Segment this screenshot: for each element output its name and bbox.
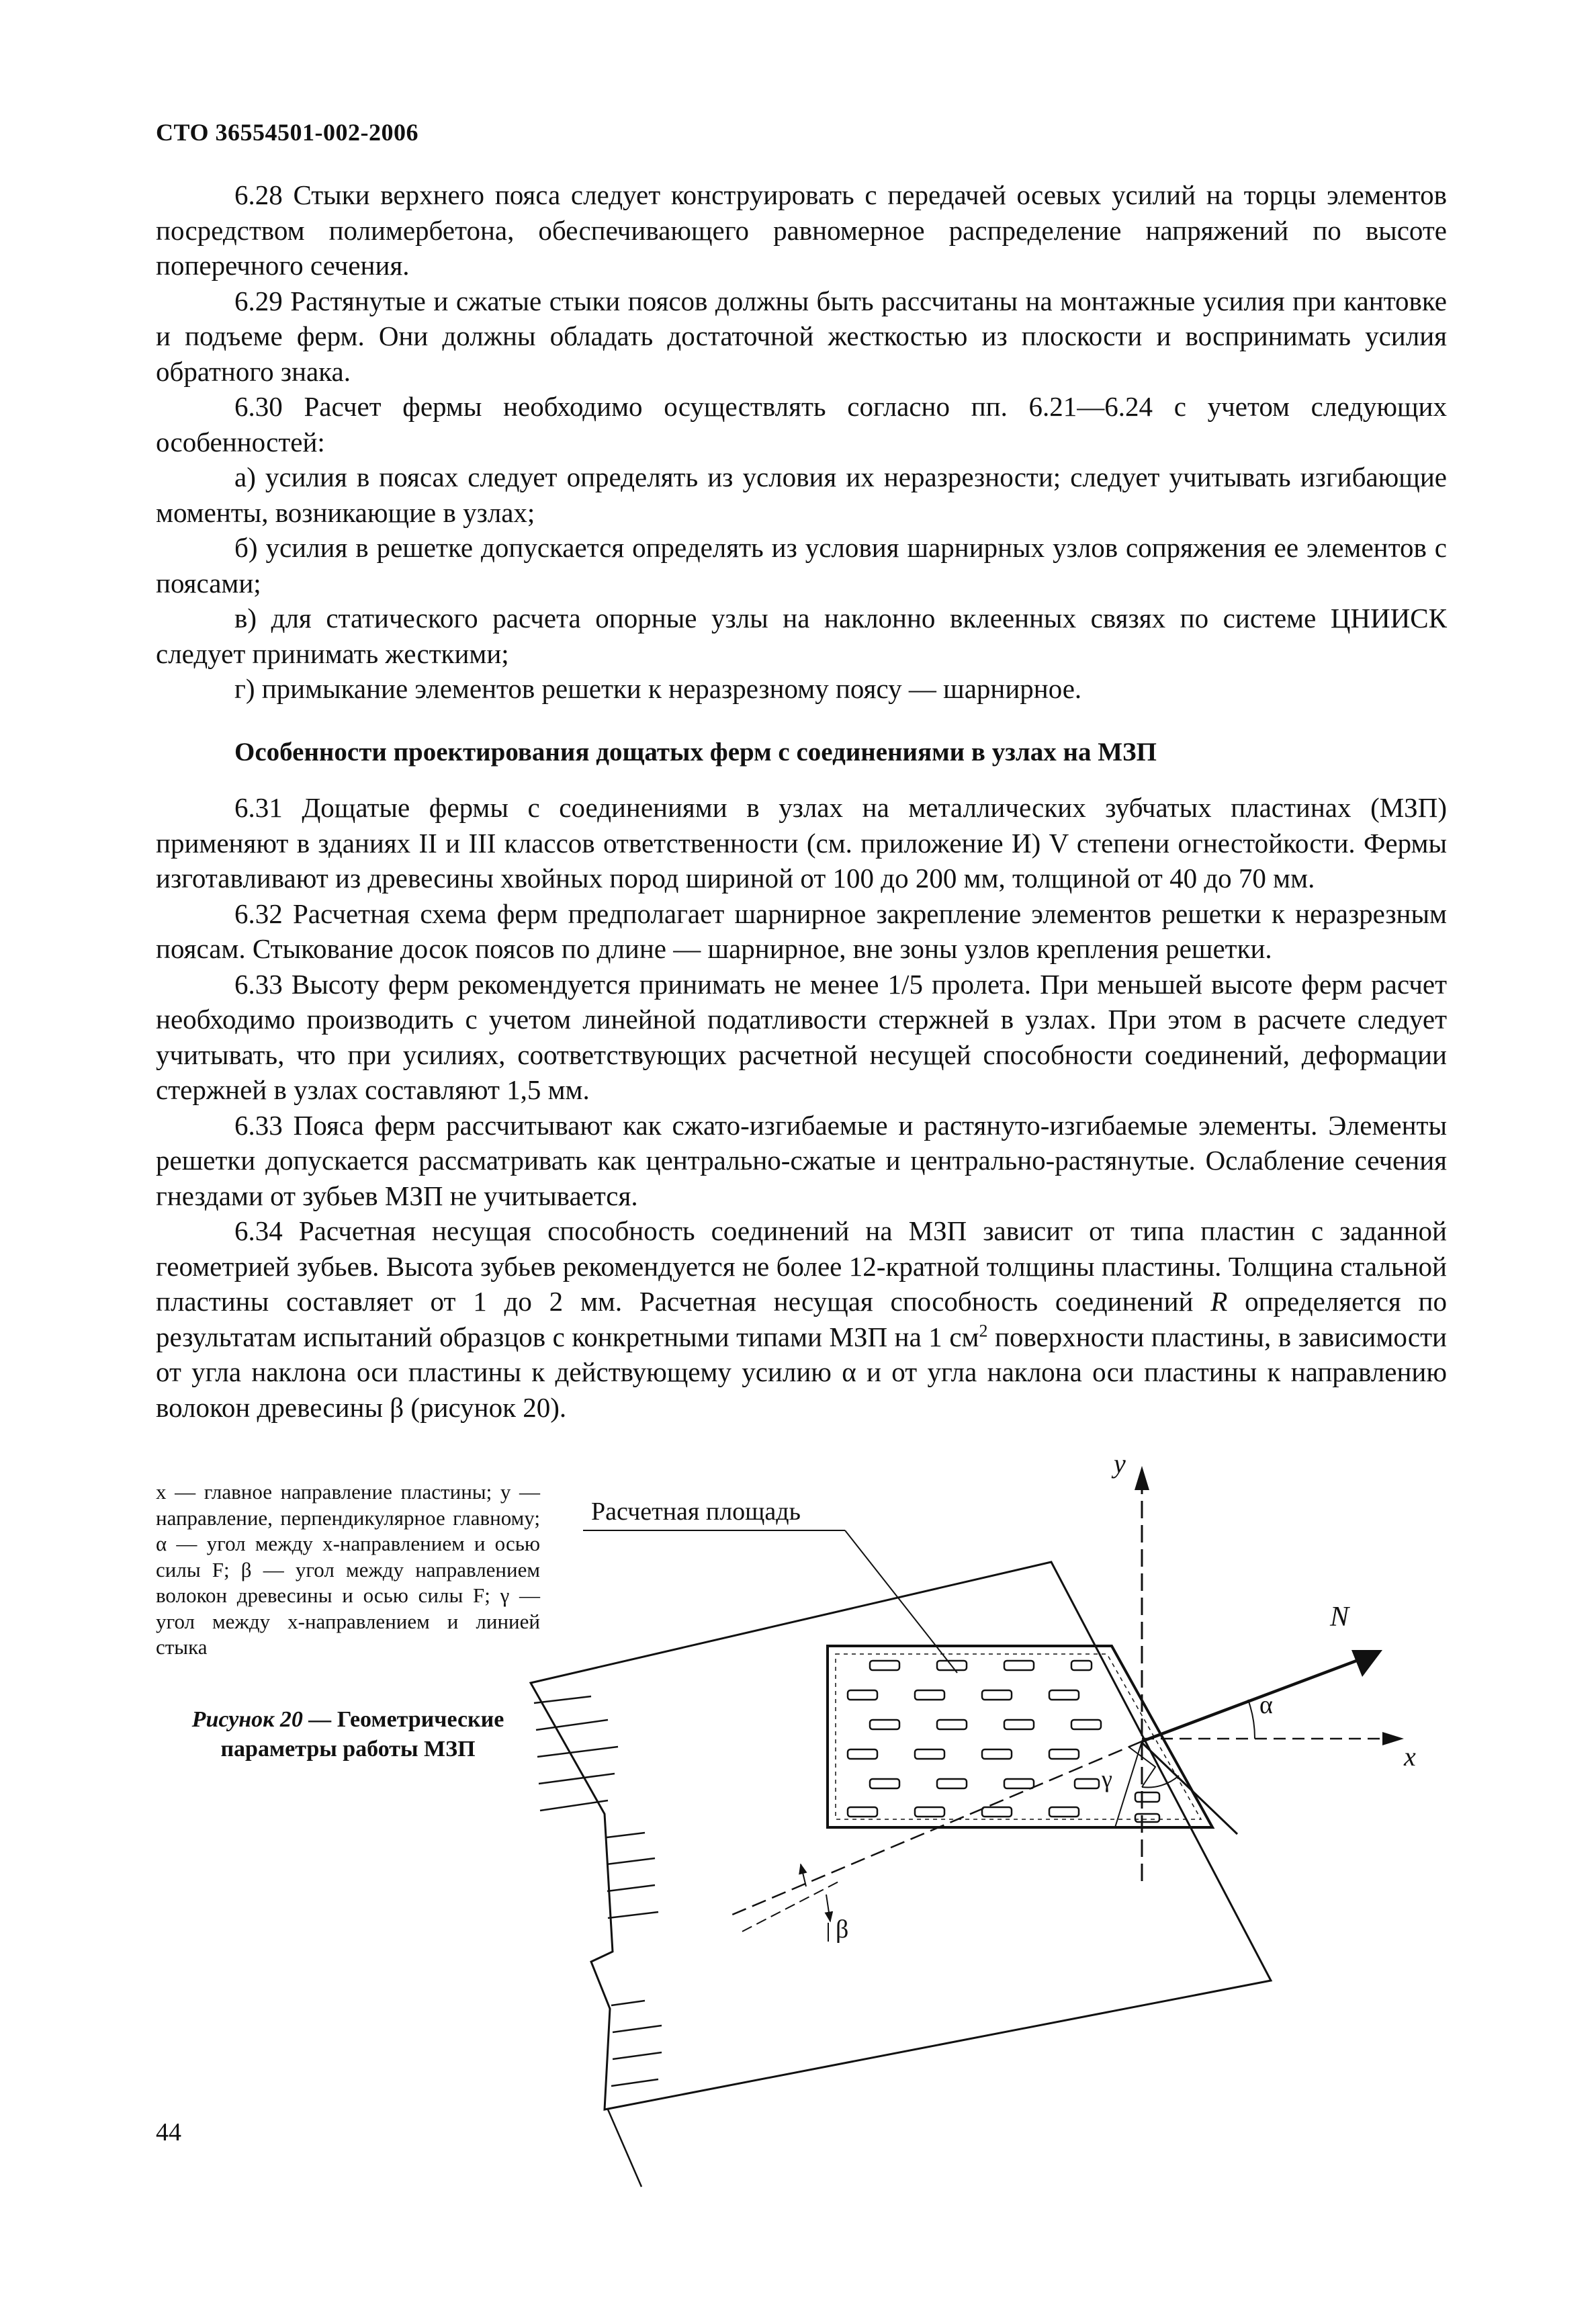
list-item-a: а) усилия в поясах следует определять из условия их неразрезности; следует учитывать изгибающие моменты, возникающие в узлах; [156, 462, 1447, 528]
joint-line [1141, 1741, 1237, 1834]
list-item-b: б) усилия в решетке допускается определять из условия шарнирных узлов сопряжения ее элементов с поясами; [156, 532, 1447, 599]
figure-caption-text: Геометрические параметры работы МЗП [220, 1707, 504, 1762]
figure-caption-lead: Рисунок 20 — [191, 1707, 332, 1732]
section-title: Особенности проектирования дощатых ферм с соединениями в узлах на МЗП [234, 737, 1157, 767]
area-label-leader [845, 1530, 957, 1673]
x-axis-arrowhead [1382, 1732, 1404, 1745]
board-outline [531, 1562, 1271, 2110]
paragraph-6-32: 6.32 Расчетная схема ферм предполагает шарнирное закрепление элементов решетки к неразрезным поясам. Стыкование досок поясов по длине — шарнирное, вне зоны узлов крепления решетки. [156, 898, 1447, 964]
p634-part2: определяется по результатам испытаний образцов с конкретными типами МЗП на 1 см [156, 1286, 1447, 1352]
beta-label: β [836, 1915, 849, 1944]
p634-symbol-r: R [1210, 1286, 1228, 1317]
gamma-arc [1142, 1776, 1179, 1788]
p634-part3: поверхности пластины, в зависимости от угла наклона оси пластины к действующему усилию α и от угла наклона оси пластины к направлению волокон древесины β (рисунок 20). [156, 1321, 1447, 1423]
paragraph-6-29: 6.29 Растянутые и сжатые стыки поясов должны быть рассчитаны на монтажные усилия при кантовке и подъеме ферм. Они должны обладать достаточной жесткостью из плоскости и воспринимать усилия обратного знака. [156, 285, 1447, 387]
area-label: Расчетная площадь [591, 1497, 801, 1526]
board-edge-line [608, 2110, 641, 2187]
wood-grain-lines [534, 1696, 662, 2086]
beta-arrow-up [801, 1864, 806, 1886]
figure-legend: x — главное направление пластины; y — направление, перпендикулярное главному; α — угол между x-направлением и осью силы F; β — угол между направлением волокон древесины и осью силы F; γ — угол между x-направлением и линией стыка [156, 1480, 540, 1659]
list-item-v: в) для статического расчета опорные узлы на наклонно вклеенных связях по системе ЦНИИСК следует принимать жесткими; [156, 603, 1447, 669]
beta-ref-line [742, 1881, 840, 1931]
y-axis-label: y [1114, 1448, 1126, 1479]
paragraph-6-31: 6.31 Дощатые фермы с соединениями в узлах на металлических зубчатых пластинах (МЗП) применяют в зданиях II и III классов ответственности (см. приложение И) V степени огнестойкости. Фермы изготавливают из древесины хвойных пород шириной от 100 до 200 мм, толщиной от 40 до 70 мм. [156, 792, 1447, 894]
y-axis-arrowhead [1135, 1466, 1149, 1490]
paragraph-6-33b: 6.33 Пояса ферм рассчитывают как сжато-изгибаемые и растянуто-изгибаемые элементы. Элементы решетки допускается рассматривать как центрально-сжатые и центрально-растянутые. Ослабление сечения гнездами от зубьев МЗП не учитывается. [156, 1109, 1447, 1211]
alpha-arc [1248, 1700, 1255, 1739]
paragraph-6-28: 6.28 Стыки верхнего пояса следует конструировать с передачей осевых усилий на торцы элементов посредством полимербетона, обеспечивающего равномерное распределение напряжений по высоте поперечного сечения. [156, 179, 1447, 281]
document-header: СТО 36554501-002-2006 [156, 119, 419, 146]
gamma-label: γ [1102, 1766, 1112, 1792]
alpha-label: α [1259, 1691, 1273, 1719]
p634-superscript: 2 [979, 1320, 988, 1340]
list-item-g: г) примыкание элементов решетки к неразрезному поясу — шарнирное. [234, 673, 1082, 704]
p634-part1: 6.34 Расчетная несущая способность соединений на МЗП зависит от типа пластин с заданной геометрией зубьев. Высота зубьев рекомендуется не более 12-кратной толщины пластины. Толщина стальной пластины составляет от 1 до 2 мм. Расчетная несущая способность соединений [156, 1215, 1447, 1317]
force-n-label: N [1330, 1602, 1349, 1633]
force-n-line [1142, 1658, 1364, 1741]
page-number: 44 [156, 2118, 181, 2146]
force-n-arrowhead [1351, 1650, 1382, 1677]
paragraph-6-33a: 6.33 Высоту ферм рекомендуется принимать не менее 1/5 пролета. При меньшей высоте ферм расчет необходимо производить с учетом линейной податливости стержней в узлах. При этом в расчете следует учитывать, что при усилиях, соответствующих расчетной несущей способности соединений, деформации стержней в узлах составляют 1,5 мм. [156, 968, 1447, 1105]
plate-teeth [848, 1661, 1159, 1822]
beta-arrow-down [826, 1895, 830, 1921]
x-axis-label: x [1404, 1741, 1416, 1772]
paragraph-6-30: 6.30 Расчет фермы необходимо осуществлять согласно пп. 6.21—6.24 с учетом следующих особенностей: [156, 391, 1447, 458]
